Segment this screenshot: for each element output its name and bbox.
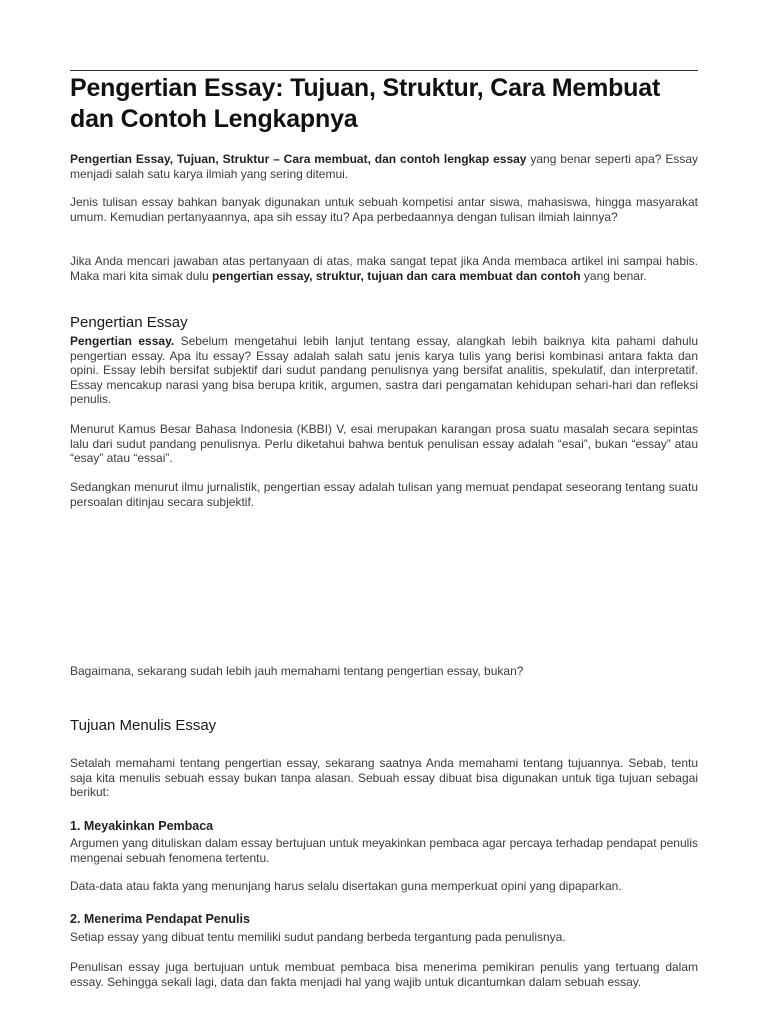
section-heading-pengertian: Pengertian Essay <box>70 314 188 331</box>
paragraph-3 <box>70 254 698 283</box>
section1-paragraph-2: Menurut Kamus Besar Bahasa Indonesia (KBBI) V, esai merupakan karangan prosa suatu masalah secara sepintas lalu dari sudut pandang penulisnya. Perlu diketahui bahwa bentuk penulisan essay adalah “esai”, bukan “essay” atau “esay” atau “essai”. <box>70 422 698 465</box>
item1-paragraph-2: Data-data atau fakta yang menunjang harus selalu disertakan guna memperkuat opini yang dipaparkan. <box>70 879 622 893</box>
item1-paragraph-1: Argumen yang dituliskan dalam essay bertujuan untuk meyakinkan pembaca agar percaya terhadap pendapat penulis mengenai sebuah fenomena tertentu. <box>70 836 698 865</box>
section-heading-tujuan: Tujuan Menulis Essay <box>70 717 217 734</box>
item1-heading: 1. Meyakinkan Pembaca <box>70 819 214 833</box>
section1-lead-bold: Pengertian essay. <box>70 334 175 348</box>
section2-paragraph-1: Setalah memahami tentang pengertian essay, sekarang saatnya Anda memahami tentang tujuannya. Sebab, tentu saja kita menulis sebuah essay bukan tanpa alasan. Sebuah essay dibuat bisa digunakan untuk tiga tujuan sebagai berikut: <box>70 756 698 799</box>
article-title: Pengertian Essay: Tujuan, Struktur, Cara Membuat dan Contoh Lengkapnya <box>70 74 661 133</box>
item2-heading: 2. Menerima Pendapat Penulis <box>70 912 250 926</box>
intro-paragraph <box>70 152 698 181</box>
section1-paragraph-3: Sedangkan menurut ilmu jurnalistik, pengertian essay adalah tulisan yang memuat pendapat seseorang tentang suatu persoalan ditinjau secara subjektif. <box>70 480 698 509</box>
p3-bold: pengertian essay, struktur, tujuan dan cara membuat dan contoh <box>212 268 581 283</box>
item2-paragraph-1: Setiap essay yang dibuat tentu memiliki sudut pandang berbeda tergantung pada penulisnya. <box>70 930 566 944</box>
paragraph-2: Jenis tulisan essay bahkan banyak digunakan untuk sebuah kompetisi antar siswa, mahasiswa, hingga masyarakat umum. Kemudian pertanyaannya, apa sih essay itu? Apa perbedaannya dengan tulisan ilmiah lainnya? <box>70 195 698 224</box>
intro-rest: yang benar seperti apa? Essay menjadi salah satu karya ilmiah yang sering ditemui. <box>70 152 698 181</box>
p3-pre: Jika Anda mencari jawaban atas pertanyaan di atas, maka sangat tepat jika Anda membaca artikel ini sampai habis. Maka mari kita simak dulu <box>70 254 698 283</box>
top-rule <box>70 70 698 71</box>
section1-paragraph-4: Bagaimana, sekarang sudah lebih jauh memahami tentang pengertian essay, bukan? <box>70 664 524 678</box>
intro-bold: Pengertian Essay, Tujuan, Struktur – Cara membuat, dan contoh lengkap essay <box>70 152 527 166</box>
item2-paragraph-2: Penulisan essay juga bertujuan untuk membuat pembaca bisa menerima pemikiran penulis yang tertuang dalam essay. Sehingga sekali lagi, data dan fakta menjadi hal yang wajib untuk dicantumkan dalam sebuah essay. <box>70 960 698 989</box>
section1-paragraph-1 <box>70 334 698 407</box>
section1-lead-rest: Sebelum mengetahui lebih lanjut tentang essay, alangkah lebih baiknya kita pahami dahulu pengertian essay. Apa itu essay? Essay adalah salah satu jenis karya tulis yang berisi kombinasi antara fakta dan opini. Essay lebih bersifat subjektif dari sudut pandang penulisnya yang bersifat analitis, spekulatif, dan interpretatif. Essay mencakup narasi yang bisa berupa kritik, argumen, sastra dari pengamatan kehidupan sehari-hari dan refleksi penulis. <box>70 334 698 406</box>
p3-post: yang benar. <box>580 268 647 283</box>
